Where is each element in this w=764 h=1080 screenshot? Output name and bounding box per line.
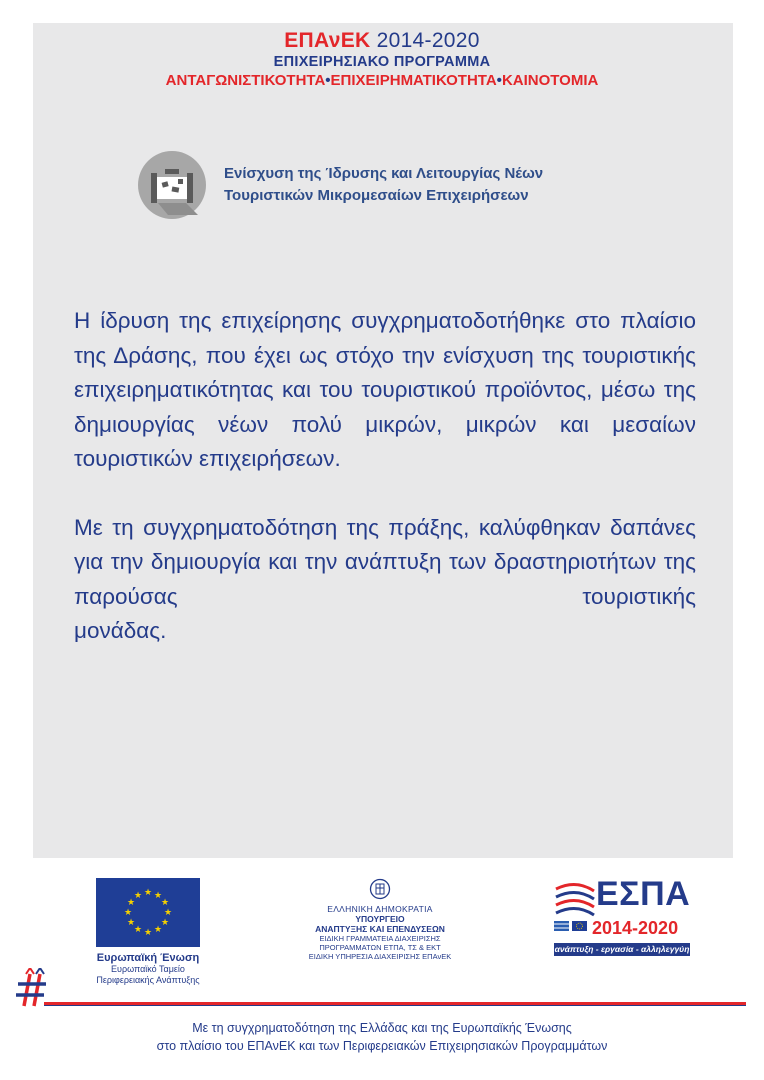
theme-innovation: ΚΑΙΝΟΤΟΜΙΑ [501, 72, 599, 89]
espa-years: 2014-2020 [592, 918, 679, 938]
theme-separator: • [325, 72, 331, 89]
program-years: 2014-2020 [376, 29, 480, 52]
svg-text:★: ★ [126, 918, 136, 928]
footer-divider-accent [44, 1005, 746, 1006]
gov-ministry: ΥΠΟΥΡΓΕΙΟ [355, 914, 405, 924]
svg-text:★: ★ [126, 898, 136, 908]
paragraph-2-text: Με τη συγχρηματοδότηση της πράξης, καλύφθηκαν δαπάνες για την δημιουργία και την ανάπτυξη των δραστηριοτήτων της παρούσας τουριστικής [74, 514, 696, 609]
svg-text:★: ★ [143, 888, 153, 898]
theme-competitiveness: ΑΝΤΑΓΩΝΙΣΤΙΚΟΤΗΤΑ [165, 72, 326, 89]
gov-ministry-name: ΑΝΑΠΤΥΞΗΣ ΚΑΙ ΕΠΕΝΔΥΣΕΩΝ [315, 924, 445, 934]
eu-flag-icon [96, 878, 200, 947]
svg-text:★: ★ [133, 891, 143, 901]
svg-text:★: ★ [123, 908, 133, 918]
program-subtitle: ΕΠΙΧΕΙΡΗΣΙΑΚΟ ΠΡΟΓΡΑΜΜΑ [273, 54, 491, 70]
hashtag-logo-icon [14, 968, 50, 1013]
eu-title: Ευρωπαϊκή Ένωση [96, 952, 200, 964]
svg-text:★: ★ [143, 928, 153, 938]
gov-secretariat-2: ΠΡΟΓΡΑΜΜΑΤΩΝ ΕΤΠΑ, ΤΣ & ΕΚΤ [319, 943, 441, 952]
gov-service: ΕΙΔΙΚΗ ΥΠΗΡΕΣΙΑ ΔΙΑΧΕΙΡΙΣΗΣ ΕΠΑνΕΚ [308, 952, 452, 961]
svg-text:★: ★ [163, 908, 173, 918]
svg-text:★: ★ [133, 925, 143, 935]
svg-text:★: ★ [153, 925, 163, 935]
footer [0, 1019, 764, 1055]
ministry-logo [280, 878, 480, 961]
program-header [0, 29, 764, 91]
suitcase-icon [138, 151, 206, 219]
eu-fund-line-2: Περιφερειακής Ανάπτυξης [96, 975, 200, 985]
theme-separator: • [496, 72, 502, 89]
action-block [138, 151, 543, 219]
footer-line-2: στο πλαίσιο του ΕΠΑνΕΚ και των Περιφερειακών Επιχειρησιακών Προγραμμάτων [156, 1039, 608, 1053]
svg-text:★: ★ [160, 918, 170, 928]
svg-text:★: ★ [160, 898, 170, 908]
theme-entrepreneurship: ΕΠΙΧΕΙΡΗΜΑΤΙΚΟΤΗΤΑ [330, 72, 497, 89]
body-paragraph-2 [74, 511, 696, 649]
gov-secretariat-1: ΕΙΔΙΚΗ ΓΡΑΜΜΑΤΕΙΑ ΔΙΑΧΕΙΡΙΣΗΣ [319, 934, 441, 943]
paragraph-2-last-line: μονάδας. [74, 618, 167, 643]
greek-emblem-icon [369, 878, 391, 900]
eu-fund-line-1: Ευρωπαϊκό Ταμείο [111, 964, 185, 974]
espa-stripes-icon [554, 881, 596, 921]
eu-logo [94, 878, 202, 986]
program-title [0, 29, 764, 53]
body-paragraph-1 [74, 304, 696, 477]
action-title-line-1: Ενίσχυση της Ίδρυσης και Λειτουργίας Νέων [224, 165, 544, 182]
action-title-line-2: Τουριστικών Μικρομεσαίων Επιχειρήσεων [224, 187, 529, 204]
gov-republic: ΕΛΛΗΝΙΚΗ ΔΗΜΟΚΡΑΤΙΑ [327, 904, 433, 914]
espa-tagline: ανάπτυξη - εργασία - αλληλεγγύη [554, 944, 690, 954]
program-name: ΕΠΑνΕΚ [284, 29, 371, 52]
body-text [74, 304, 696, 649]
espa-title: ΕΣΠΑ [596, 875, 691, 913]
footer-line-1: Με τη συγχρηματοδότηση της Ελλάδας και της Ευρωπαϊκής Ένωσης [192, 1021, 572, 1035]
paragraph-1-text: Η ίδρυση της επιχείρησης συγχρηματοδοτήθηκε στο πλαίσιο της Δράσης, που έχει ως στόχο την ενίσχυση της τουριστικής επιχειρηματικότητας και του τουριστικού προϊόντος, μέσω της δημιουργίας νέων πολύ μικρών, μικρών και μεσαίων [74, 308, 696, 437]
program-themes [0, 71, 764, 91]
flags-icon [554, 921, 588, 940]
paragraph-1-last-line: τουριστικών επιχειρήσεων. [74, 446, 341, 471]
action-title [224, 163, 543, 207]
svg-text:★: ★ [153, 891, 163, 901]
